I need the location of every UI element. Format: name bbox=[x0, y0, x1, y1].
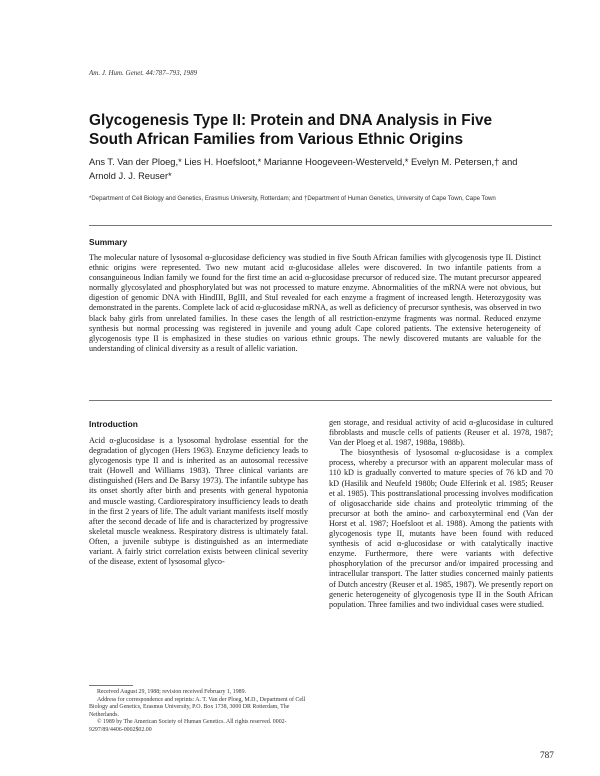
summary-top-divider bbox=[89, 225, 552, 226]
journal-citation: Am. J. Hum. Genet. 44:787–793, 1989 bbox=[89, 69, 198, 77]
introduction-continuation: gen storage, and residual activity of acid α-glucosidase in cultured fibroblasts and muscle cells of patients (Reuser et al. 1978, 1987; Van der Ploeg et al. 1987, 1988a, 1988b). bbox=[329, 418, 553, 448]
introduction-paragraph: Acid α-glucosidase is a lysosomal hydrolase essential for the degradation of glycogen (Hers 1963). Enzyme deficiency leads to glycogenosis type II and is inherited as an autosomal recessive trait (Howell and Williams 1983). Three clinical variants are distinguished (Hers and De Barsy 1973). The infantile subtype has its onset shortly after birth and presents with general hypotonia and muscle wasting. Cardiorespiratory insufficiency leads to death in the first 2 years of life. The adult variant manifests itself mostly after the second decade of life and is characterized by progressive skeletal muscle weakness. Respiratory distress is ultimately fatal. Often, a juvenile subtype is distinguished as an intermediate variant. A fairly strict correlation exists between clinical severity of the disease, extent of lysosomal glyco- bbox=[89, 436, 308, 567]
introduction-left-column bbox=[89, 436, 308, 567]
introduction-right-column bbox=[329, 418, 553, 610]
summary-text: The molecular nature of lysosomal α-glucosidase deficiency was studied in five South African families with glycogenosis type II. Distinct ethnic origins were represented. Two new mutant acid α-glucosidase alleles were discovered. In two infantile patients from a consanguineous Indian family we found for the first time an acid α-glucosidase precursor of reduced size. The mutant precursor appeared normally glycosylated and phosphorylated but was not processed to mature enzyme. Abnormalities of the mRNA were not obvious, but digestion of genomic DNA with HindIII, BglII, and StuI revealed for each enzyme a fragment of increased length. Heterozygosity was demonstrated in the parents. Complete lack of acid α-glucosidase mRNA, as well as deficiency of precursor synthesis, was observed in two black baby girls from unrelated families. In these cases the length of all restriction-enzyme fragments was normal. Reduced enzyme synthesis but normal processing was registered in juvenile and young adult Cape colored patients. The extensive heterogeneity of glycogenosis type II is emphasized in these studies on various ethnic groups. The newly discovered mutants are valuable for the understanding of clinical diversity as a result of allelic variation. bbox=[89, 253, 541, 353]
page-number: 787 bbox=[540, 751, 554, 761]
summary-bottom-divider bbox=[89, 400, 552, 401]
received-dates: Received August 29, 1988; revision received February 1, 1989. bbox=[97, 689, 247, 695]
summary-heading: Summary bbox=[89, 237, 128, 247]
footnotes bbox=[89, 689, 308, 735]
copyright-notice: © 1989 by The American Society of Human Genetics. All rights reserved. 0002-9297/89/4406-0002$02.00 bbox=[89, 719, 287, 733]
biosynthesis-paragraph: The biosynthesis of lysosomal α-glucosidase is a complex process, whereby a precursor with an apparent molecular mass of 110 kD is gradually converted to mature species of 76 kD and 70 kD (Hasilik and Neufeld 1980b; Oude Elferink et al. 1985; Reuser et al. 1985). This posttranslational processing involves modification of oligosaccharide side chains and proteolytic trimming of the precursor at both the amino- and carboxyterminal end (Van der Horst et al. 1987; Hoefsloot et al. 1988). Among the patients with glycogenosis type II, mutants have been found with reduced synthesis of acid α-glucosidase or with catalytically inactive enzyme. Furthermore, there were variants with defective phosphorylation of the precursor and/or impaired processing and intracellular transport. The latter studies concerned mainly patients of Dutch ancestry (Reuser et al. 1985, 1987). We presently report on generic heterogeneity of glycogenosis type II in the South African population. Three families and two individual cases were studied. bbox=[329, 448, 553, 609]
correspondence-address: Address for correspondence and reprints: A. T. Van der Ploeg, M.D., Department of Cell Biology and Genetics, Erasmus University, P.O. Box 1738, 3000 DR Rotterdam, The Netherlands. bbox=[89, 696, 306, 718]
article-title: Glycogenesis Type II: Protein and DNA Analysis in Five South African Families from Various Ethnic Origins bbox=[89, 112, 493, 148]
author-affiliations: *Department of Cell Biology and Genetics, Erasmus University, Rotterdam; and †Department of Human Genetics, University of Cape Town, Cape Town bbox=[89, 195, 496, 202]
author-list: Ans T. Van der Ploeg,* Lies H. Hoefsloot,* Marianne Hoogeveen-Westerveld,* Evelyn M. Petersen,† and Arnold J. J. Reuser* bbox=[89, 157, 518, 181]
footnote-divider bbox=[89, 685, 133, 686]
introduction-heading: Introduction bbox=[89, 419, 138, 429]
